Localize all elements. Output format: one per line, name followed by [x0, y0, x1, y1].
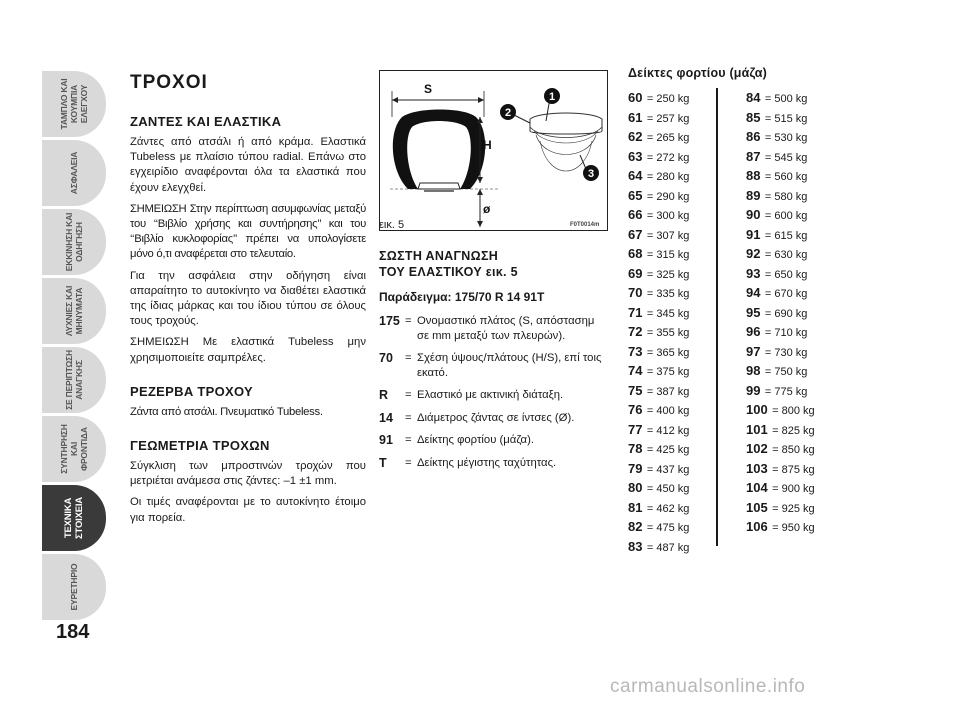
tab-warning-lights[interactable]	[42, 278, 106, 344]
table-row	[746, 517, 828, 537]
table-row	[746, 225, 828, 245]
load-index: 65	[628, 187, 643, 203]
load-index: 81	[628, 499, 643, 515]
table-row	[746, 244, 828, 264]
load-mass: = 437 kg	[646, 463, 690, 476]
figure-code: F0T0014m	[570, 222, 600, 228]
load-index: 80	[628, 480, 643, 495]
legend-item: R = Ελαστικό με ακτινική διάταξη.	[379, 388, 609, 403]
load-mass: = 365 kg	[646, 346, 690, 359]
load-index: 93	[746, 265, 761, 281]
load-index: 82	[628, 519, 643, 534]
load-index: 72	[628, 324, 643, 339]
table-row	[746, 439, 828, 459]
section-tabs	[42, 71, 106, 623]
load-mass: = 315 kg	[646, 249, 690, 261]
table-row	[746, 264, 828, 284]
tire-cross-section-svg	[380, 71, 607, 230]
section-heading: Δείκτες φορτίου (μάζα)	[628, 66, 768, 80]
table-row	[628, 108, 728, 128]
table-row	[746, 303, 828, 323]
paragraph: Για την ασφάλεια στην οδήγηση είναι απαραίτητο το αυτοκίνητο να διαθέτει ελαστικά της ίδιας μάρκας και του ίδιου τύπου σε όλους τους τροχούς.	[130, 269, 366, 328]
table-row	[746, 186, 828, 206]
load-mass: = 650 kg	[764, 268, 808, 281]
callout-3: 3	[587, 168, 595, 180]
table-row	[628, 205, 728, 225]
page-title: ΤΡΟΧΟΙ	[130, 72, 208, 93]
load-mass: = 730 kg	[764, 346, 808, 359]
load-mass: = 800 kg	[772, 405, 815, 417]
load-mass: = 875 kg	[772, 463, 815, 476]
table-row	[746, 342, 828, 362]
load-mass: = 900 kg	[772, 483, 815, 495]
load-mass: = 475 kg	[646, 522, 690, 534]
load-mass: = 925 kg	[772, 502, 815, 515]
load-mass: = 545 kg	[764, 151, 808, 164]
load-index: 105	[746, 499, 768, 515]
load-index: 94	[746, 285, 761, 300]
tab-label: ΣΥΝΤΗΡΗΣΗ ΚΑΙ ΦΡΟΝΤΙΔΑ	[59, 424, 89, 474]
tab-label: ΕΚΚΙΝΗΣΗ ΚΑΙ ΟΔΗΓΗΣΗ	[64, 212, 84, 272]
table-row	[628, 498, 728, 518]
tab-label: ΤΑΜΠΛΟ ΚΑΙ ΚΟΥΜΠΙΑ ΕΛΕΓΧΟΥ	[59, 78, 89, 130]
load-mass: = 560 kg	[764, 171, 808, 183]
load-index: 90	[746, 207, 761, 222]
load-mass: = 307 kg	[646, 229, 690, 242]
load-mass: = 412 kg	[646, 424, 690, 437]
load-index: 71	[628, 304, 643, 320]
load-mass: = 290 kg	[646, 190, 690, 203]
table-row	[628, 147, 728, 167]
table-row	[746, 459, 828, 479]
load-index: 67	[628, 226, 643, 242]
tab-label: ΑΣΦΑΛΕΙΑ	[69, 151, 79, 195]
load-index: 101	[746, 421, 768, 437]
watermark: carmanualsonline.info	[610, 676, 806, 697]
tire-reading-section	[379, 248, 609, 478]
load-mass: = 850 kg	[772, 444, 815, 456]
width-label: S	[424, 82, 433, 96]
load-index: 76	[628, 402, 643, 417]
load-mass: = 600 kg	[764, 210, 808, 222]
section-heading: ΖΑΝΤΕΣ ΚΑΙ ΕΛΑΣΤΙΚΑ	[130, 114, 282, 129]
load-index: 103	[746, 460, 768, 476]
legend-key: T	[379, 455, 387, 470]
load-index: 98	[746, 363, 761, 378]
height-label: H	[483, 138, 492, 152]
table-row	[628, 303, 728, 323]
legend-key: 14	[379, 410, 393, 425]
load-index: 74	[628, 363, 643, 378]
legend-key: 70	[379, 351, 393, 365]
load-mass: = 515 kg	[764, 112, 808, 125]
callout-1: 1	[548, 91, 556, 103]
load-mass: = 950 kg	[772, 522, 815, 534]
tab-dashboard[interactable]	[42, 71, 106, 137]
table-row	[628, 439, 728, 459]
table-row	[628, 342, 728, 362]
load-index: 87	[746, 148, 761, 164]
figure-caption: εικ. 5	[379, 219, 405, 231]
tab-safety[interactable]	[42, 140, 106, 206]
legend-item: 175 = Ονομαστικό πλάτος (S, απόστασημ σε mm μεταξύ των πλευρών).	[379, 314, 609, 343]
section-heading: ΓΕΩΜΕΤΡΙΑ ΤΡΟΧΩΝ	[130, 438, 270, 454]
load-index: 86	[746, 129, 761, 144]
table-row	[746, 283, 828, 303]
load-index: 68	[628, 246, 643, 261]
load-index: 85	[746, 109, 761, 125]
load-index: 83	[628, 538, 643, 554]
tab-emergency[interactable]	[42, 347, 106, 413]
table-row	[628, 381, 728, 401]
load-mass: = 615 kg	[764, 229, 808, 242]
load-index-column-left	[628, 88, 728, 556]
table-row	[746, 127, 828, 147]
load-index: 96	[746, 324, 761, 339]
table-row	[746, 498, 828, 518]
paragraph: ΣΗΜΕΙΩΣΗ Στην περίπτωση ασυμφωνίας μεταξύ του ‘‘Βιβλίο χρήσης και συντήρησης’’ και του ‘‘Βιβλίο κυκλοφορίας’’ πρέπει να υπολογίσετε μόνο ό,τι αναφέρεται στο τελευταίο.	[130, 202, 366, 261]
table-row	[628, 283, 728, 303]
load-index: 73	[628, 343, 643, 359]
table-row	[628, 400, 728, 420]
tab-label: ΣΕ ΠΕΡΙΠΤΩΣΗ ΑΝΑΓΚΗΣ	[64, 350, 84, 410]
load-mass: = 325 kg	[646, 268, 690, 281]
load-index: 62	[628, 129, 643, 144]
load-index: 79	[628, 460, 643, 476]
wheels-section	[130, 72, 366, 532]
table-row	[746, 420, 828, 440]
load-mass: = 530 kg	[764, 132, 808, 144]
table-row	[746, 166, 828, 186]
legend-key: 175	[379, 314, 400, 328]
load-index: 100	[746, 402, 768, 417]
tire-example: Παράδειγμα: 175/70 R 14 91T	[379, 290, 545, 304]
load-mass: = 272 kg	[646, 151, 690, 164]
load-mass: = 355 kg	[646, 327, 690, 339]
load-index: 84	[746, 90, 761, 105]
load-index: 91	[746, 226, 761, 242]
paragraph: ΣΗΜΕΙΩΣΗ Με ελαστικά Tubeless μην χρησιμοποιείτε σαμπρέλες.	[130, 336, 366, 364]
page-number: 184	[56, 621, 90, 643]
load-index: 61	[628, 109, 643, 125]
load-index: 77	[628, 421, 643, 437]
table-row	[746, 147, 828, 167]
load-index-column-right	[728, 88, 828, 556]
tab-technical-data[interactable]	[42, 485, 106, 551]
legend-text: Ονομαστικό πλάτος (S, απόστασημ σε mm μεταξύ των πλευρών).	[417, 315, 595, 342]
table-row	[746, 400, 828, 420]
load-index: 88	[746, 168, 761, 183]
load-mass: = 450 kg	[646, 483, 690, 495]
load-mass: = 500 kg	[764, 93, 808, 105]
legend-key: R	[379, 388, 389, 402]
load-index: 92	[746, 246, 761, 261]
load-mass: = 265 kg	[646, 132, 690, 144]
table-row	[628, 127, 728, 147]
table-row	[628, 88, 728, 108]
load-mass: = 375 kg	[646, 366, 690, 378]
legend-key: 91	[379, 433, 393, 447]
load-mass: = 670 kg	[764, 288, 808, 300]
table-row	[628, 264, 728, 284]
table-divider	[716, 88, 718, 546]
legend-text: Δείκτης φορτίου (μάζα).	[417, 434, 534, 446]
load-index: 78	[628, 441, 643, 456]
load-mass: = 487 kg	[646, 541, 690, 554]
load-mass: = 425 kg	[646, 444, 690, 456]
table-row	[746, 478, 828, 498]
table-row	[746, 205, 828, 225]
load-mass: = 300 kg	[646, 210, 690, 222]
legend-item: 70 = Σχέση ύψους/πλάτους (H/S), επί τοις εκατό.	[379, 351, 609, 380]
tab-index[interactable]	[42, 554, 106, 620]
table-row	[628, 186, 728, 206]
section-heading: ΣΩΣΤΗ ΑΝΑΓΝΩΣΗ ΤΟΥ ΕΛΑΣΤΙΚΟΥ εικ. 5	[379, 249, 518, 279]
table-row	[628, 537, 728, 557]
paragraph: Οι τιμές αναφέρονται με το αυτοκίνητο έτοιμο για πορεία.	[130, 496, 366, 524]
load-mass: = 280 kg	[646, 171, 690, 183]
load-mass: = 257 kg	[646, 112, 690, 125]
legend-text: Ελαστικό με ακτινική διάταξη.	[417, 389, 564, 401]
legend-item: 91 = Δείκτης φορτίου (μάζα).	[379, 433, 609, 448]
legend-item: 14 = Διάμετρος ζάντας σε ίντσες (Ø).	[379, 411, 609, 426]
load-mass: = 250 kg	[646, 93, 690, 105]
table-row	[628, 322, 728, 342]
tab-label: ΛΥΧΝΙΕΣ ΚΑΙ ΜΗΝΥΜΑΤΑ	[64, 285, 84, 337]
load-index: 106	[746, 519, 768, 534]
paragraph: Ζάντες από ατσάλι ή από κράμα. Ελαστικά Tubeless με πλαίσιο τύπου radial. Επάνω στο εγχειρίδιο αναφέρονται όλα τα ελαστικά που έχουν ελεγχθεί.	[130, 136, 366, 194]
load-mass: = 750 kg	[764, 366, 808, 378]
load-mass: = 775 kg	[764, 385, 808, 398]
load-mass: = 335 kg	[646, 288, 690, 300]
load-mass: = 630 kg	[764, 249, 808, 261]
paragraph: Σύγκλιση των μπροστινών τροχών που μετριέται ανάμεσα στις ζάντες: –1 ±1 mm.	[130, 460, 366, 488]
tab-label: ΕΥΡΕΤΗΡΙΟ	[69, 563, 79, 611]
table-row	[746, 361, 828, 381]
load-index: 102	[746, 441, 768, 456]
tab-label: ΤΕΧΝΙΚΑ ΣΤΟΙΧΕΙΑ	[63, 497, 85, 539]
section-heading: ΡΕΖΕΡΒΑ ΤΡΟΧΟΥ	[130, 383, 254, 399]
load-mass: = 462 kg	[646, 502, 690, 515]
load-index: 89	[746, 187, 761, 203]
load-index: 95	[746, 304, 761, 320]
load-index: 64	[628, 168, 643, 183]
callout-2: 2	[504, 107, 512, 119]
table-row	[628, 420, 728, 440]
load-mass: = 580 kg	[764, 190, 808, 203]
table-row	[746, 108, 828, 128]
table-row	[746, 322, 828, 342]
load-mass: = 400 kg	[646, 405, 690, 417]
load-index: 66	[628, 207, 643, 222]
load-index: 63	[628, 148, 643, 164]
load-mass: = 387 kg	[646, 385, 690, 398]
load-mass: = 690 kg	[764, 307, 808, 320]
load-index: 99	[746, 382, 761, 398]
load-mass: = 710 kg	[764, 327, 808, 339]
load-mass: = 825 kg	[772, 424, 815, 437]
load-mass: = 345 kg	[646, 307, 690, 320]
legend-text: Σχέση ύψους/πλάτους (H/S), επί τοις εκατό.	[417, 352, 602, 379]
load-index: 60	[628, 90, 643, 105]
paragraph: Ζάντα από ατσάλι. Πνευματικό Tubeless.	[130, 405, 323, 418]
load-index-table	[628, 88, 843, 556]
table-row	[628, 361, 728, 381]
legend-text: Δείκτης μέγιστης ταχύτητας.	[417, 456, 557, 469]
diameter-label: ø	[483, 202, 491, 216]
load-index: 75	[628, 382, 643, 398]
table-row	[628, 517, 728, 537]
table-row	[628, 478, 728, 498]
legend-text: Διάμετρος ζάντας σε ίντσες (Ø).	[417, 411, 575, 424]
legend-item: T = Δείκτης μέγιστης ταχύτητας.	[379, 456, 609, 471]
table-row	[628, 459, 728, 479]
table-row	[628, 166, 728, 186]
table-row	[628, 225, 728, 245]
load-index-section	[628, 66, 843, 556]
load-index: 104	[746, 480, 768, 495]
load-index: 97	[746, 343, 761, 359]
load-index: 69	[628, 265, 643, 281]
table-row	[628, 244, 728, 264]
load-index: 70	[628, 285, 643, 300]
table-row	[746, 88, 828, 108]
tire-diagram	[379, 70, 608, 231]
tab-maintenance[interactable]	[42, 416, 106, 482]
table-row	[746, 381, 828, 401]
tab-starting-driving[interactable]	[42, 209, 106, 275]
